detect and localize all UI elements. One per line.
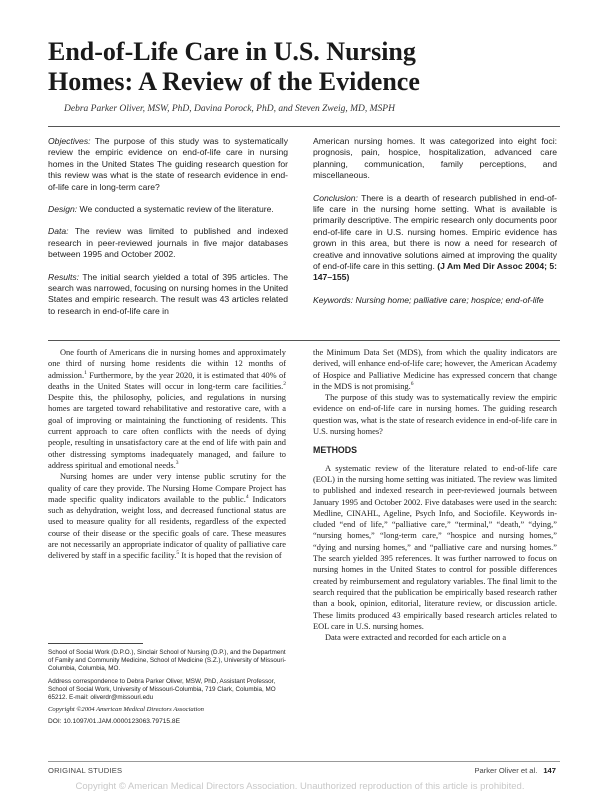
doi: DOI: 10.1097/01.JAM.0000123063.79715.8E: [48, 718, 180, 726]
reference-5: 5: [176, 550, 180, 557]
abstract-results: [48, 272, 288, 318]
author-list: Debra Parker Oliver, MSW, PhD, Davina Porock, PhD, and Steven Zweig, MD, MSPH: [64, 104, 395, 114]
copyright-notice: Copyright ©2004 American Medical Directors Association: [48, 706, 204, 714]
footnotes: [48, 649, 286, 731]
conclusion-label: Conclusion:: [313, 192, 358, 203]
data-label: Data:: [48, 226, 69, 237]
body-right-column: [313, 347, 557, 643]
text-run: One fourth of Americans die in nursing homes and approximately one third of nursing home residents die within 12 months of admission.: [48, 348, 286, 380]
journal-citation: (J Am Med Dir Assoc 2004; 5: 147–155): [313, 261, 558, 283]
objectives-label: Objectives:: [48, 136, 91, 146]
reference-6: 6: [410, 381, 414, 388]
results-text: The initial search yielded a total of 395 articles. The search was narrowed, focusing on nursing homes in the United States and empiric research. The result was 43 articles related to research in end-of-life care in: [48, 271, 288, 316]
reference-4: 4: [245, 494, 249, 501]
text-run: the Minimum Data Set (MDS), from which the quality indicators are derived, will enhance end-of-life care; however, the American Academy of Hospice and Palliative Medicine has expressed concern that change in the MDS is not promising.: [313, 348, 557, 391]
reference-3: 3: [175, 460, 179, 467]
text-run: Furthermore, by the year 2020, it is estimated that 40% of deaths in the United States will occur in long-term care facilities.: [48, 370, 286, 391]
article-title: [48, 37, 558, 97]
body-paragraph: [313, 347, 557, 392]
conclusion-text: There is a dearth of research published in end-of-life care in the nursing home setting. What is available is primarily descriptive. The empiric research only documents poor end-of-life care in U.S. nursing homes. Empiric evidence has grown in this area, but there is now a need for research of creative and innovative solutions aimed at improving the quality of end-of-life care in this setting.: [313, 192, 557, 272]
running-author: Parker Oliver et al.: [474, 766, 538, 775]
abstract-top-rule: [48, 126, 560, 127]
abstract-objectives: [48, 136, 288, 193]
abstract-results-continued: American nursing homes. It was categorized into eight foci: prognosis, pain, hospice, hospitalization, advanced care planning, communication, family perceptions, and miscellaneous.: [313, 136, 557, 181]
results-label: Results:: [48, 271, 80, 282]
reference-2: 2: [283, 381, 286, 388]
page-footer-right: [474, 766, 556, 775]
abstract-keywords: Keywords: Nursing home; palliative care; hospice; end-of-life: [313, 294, 544, 305]
title-line-2: Homes: A Review of the Evidence: [48, 67, 420, 96]
affiliations: School of Social Work (D.P.O.), Sinclair School of Nursing (D.P.), and the Department of Family and Community Medicine, School of Medicine (S.Z.), University of Missouri-Columbia, Columbia, MO.: [48, 649, 286, 673]
body-paragraph: The purpose of this study was to systematically review the empiric evidence on end-of-life care in nursing homes. The guiding research question was, what is the state of research evidence in end-of-life care in U.S. nursing homes?: [313, 393, 557, 437]
text-run: Nursing homes are under very intense public scrutiny for the quality of care they provide. The Nursing Home Compare Project has made specific quality indicators available to the public.: [48, 472, 286, 504]
body-left-column: [48, 347, 286, 562]
methods-heading: METHODS: [313, 445, 357, 456]
footer-rule: [48, 761, 560, 762]
body-paragraph: A systematic review of the literature related to end-of-life care (EOL) in the nursing home setting was initiated. The review was limited to published and indexed research in peer-reviewed journals between January 1995 and October 2002. Five databases were used in the search: Medline, CINAHL, Ageline, Psych Info, and Sociofile. Keywords included “end of life,” “palliative care,” “terminal,” “death,” “dying,” “nursing homes,” “long-term care,” “hospice and nursing homes,” “dying and nursing homes,” and “palliative care and nursing homes.” The search yielded 395 references. It was further narrowed to focus on nursing homes in the United States to control for possible differences created by reimbursement and regulatory variables. The final limit to the search required that the publication be empirically based research rather than a book, opinion, editorial, literature review, or discussion article. These limits produced 43 empirically based research articles related to EOL care in U.S. nursing homes.: [313, 463, 557, 631]
text-run: Indicators such as dehydration, weight loss, and decreased functional status are used to measure quality for all residents, regardless of the expected course of their disease or the specific goals of care. These measures are not necessarily an appropriate indicator of quality of palliative care delivered by staff in a specific facility.: [48, 494, 286, 561]
objectives-text: The purpose of this study was to systematically review the empiric evidence on end-of-life care in nursing homes in the United States The guiding research question for this review was what is the state of research evidence in end-of-life care in long-term care?: [48, 136, 288, 192]
page-number: 147: [543, 766, 556, 775]
title-line-1: End-of-Life Care in U.S. Nursing: [48, 37, 416, 66]
abstract-right-column: [313, 136, 557, 317]
data-text: The review was limited to published and indexed research in peer-reviewed journals in five major databases between 1995 and October 2002.: [48, 226, 288, 260]
correspondence: Address correspondence to Debra Parker Oliver, MSW, PhD, Assistant Professor, School of Social Work, University of Missouri-Columbia, 719 Clark, Columbia, MO 65212. E-mail: oliverdr@missouri.edu: [48, 677, 276, 702]
abstract-design: [48, 204, 288, 215]
copyright-watermark: Copyright © American Medical Directors Association. Unauthorized reproduction of this article is prohibited.: [75, 781, 525, 792]
abstract-data: [48, 226, 288, 260]
abstract-bottom-rule: [48, 340, 560, 341]
reference-1: 1: [84, 369, 87, 376]
footnote-rule: [48, 643, 143, 644]
abstract-left-column: [48, 136, 288, 328]
design-label: Design:: [48, 204, 78, 215]
abstract-conclusion: [313, 193, 557, 284]
text-run: Despite this, the philosophy, policies, and regulations in nursing homes are targeted toward rehabilitative and restorative care, with a goal of improving or maintaining the functioning of residents. This current approach to care often conflicts with the needs of dying people, resulting in unsatisfactory care at the end of life with pain and other distressing symptoms inadequately managed, and failure to address spiritual and emotional needs.: [48, 393, 286, 470]
design-text: We conducted a systematic review of the literature.: [77, 204, 274, 215]
text-run: It is hoped that the revision of: [179, 551, 282, 561]
section-label: ORIGINAL STUDIES: [48, 766, 123, 775]
body-paragraph: [48, 471, 286, 561]
body-paragraph: Data were extracted and recorded for each article on a: [325, 633, 507, 643]
body-paragraph: [48, 347, 286, 471]
